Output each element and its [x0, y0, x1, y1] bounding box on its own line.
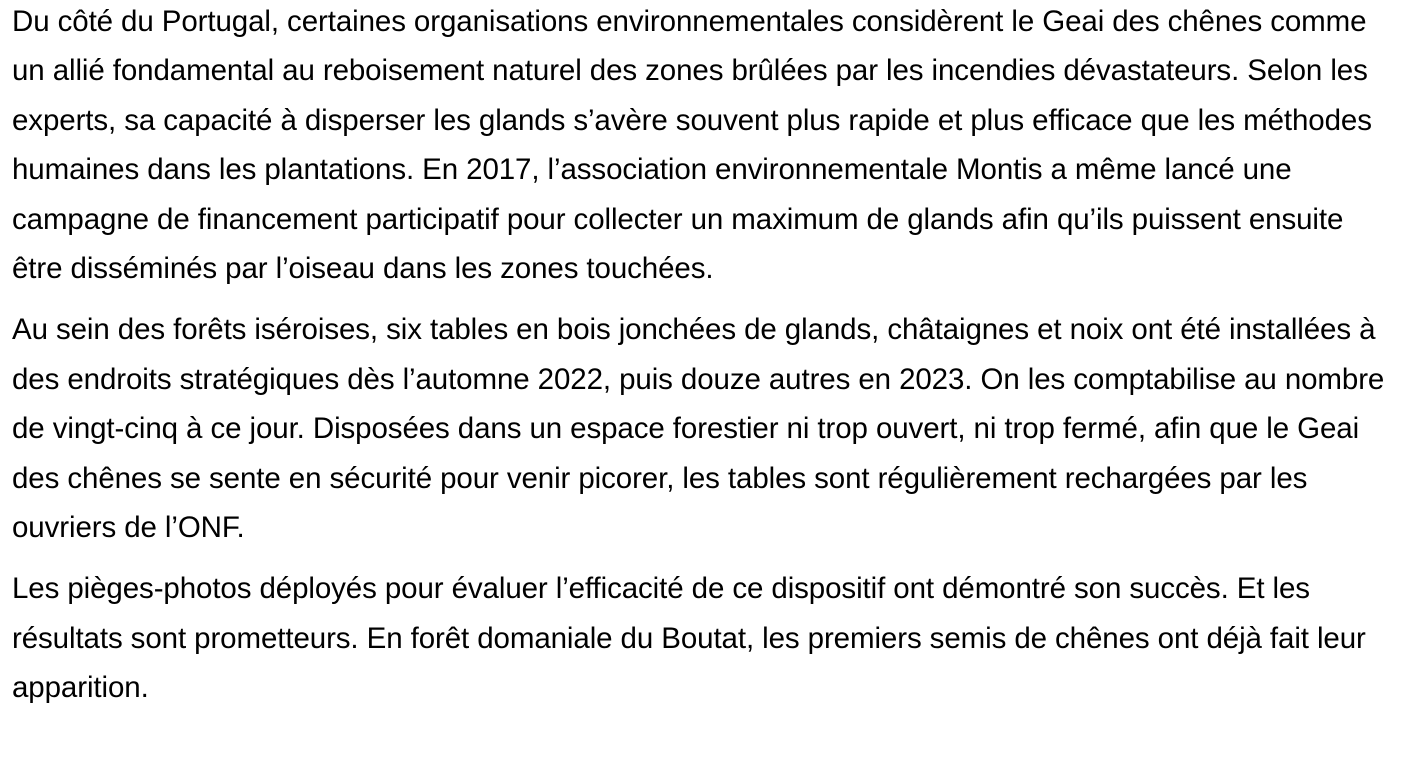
paragraph-portugal: Du côté du Portugal, certaines organisations environnementales considèrent le Geai des chênes comme un allié fondamental au reboisement naturel des zones brûlées par les incendies dévastateurs. Selon les experts, sa capacité à disperser les glands s’avère souvent plus rapide et plus efficace que les méthodes humaines dans les plantations. En 2017, l’association environnementale Montis a même lancé une campagne de financement participatif pour collecter un maximum de glands afin qu’ils puissent ensuite être disséminés par l’oiseau dans les zones touchées. — [12, 5, 1372, 286]
paragraph-camera-traps: Les pièges-photos déployés pour évaluer l’efficacité de ce dispositif ont démontré son succès. Et les résultats sont prometteurs. En forêt domaniale du Boutat, les premiers semis de chênes ont déjà fait leur apparition. — [12, 572, 1366, 705]
paragraph-isere-forests: Au sein des forêts iséroises, six tables en bois jonchées de glands, châtaignes et noix ont été installées à des endroits stratégiques dès l’automne 2022, puis douze autres en 2023. On les comptabilise au nombre de vingt-cinq à ce jour. Disposées dans un espace forestier ni trop ouvert, ni trop fermé, afin que le Geai des chênes se sente en sécurité pour venir picorer, les tables sont régulièrement rechargées par les ouvriers de l’ONF. — [12, 313, 1385, 545]
